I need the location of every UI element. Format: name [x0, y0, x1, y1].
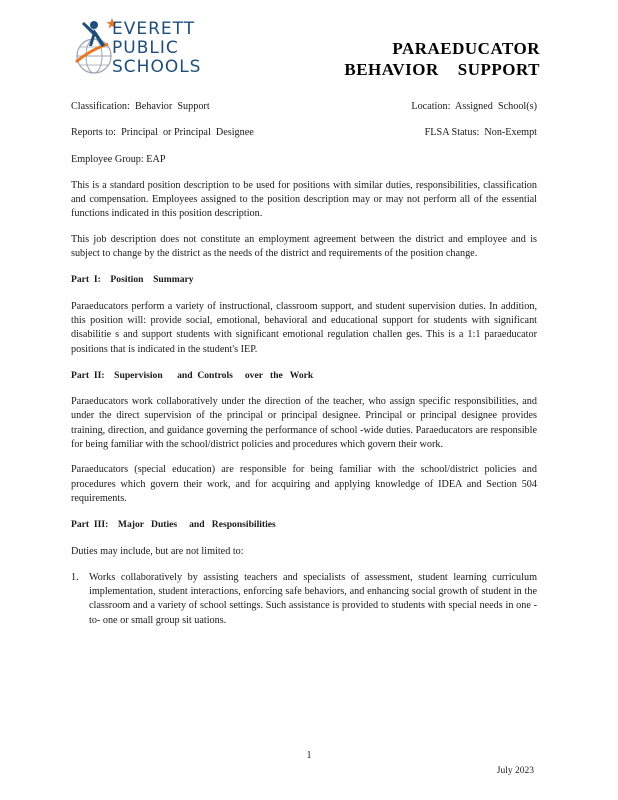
list-item — [71, 571, 537, 628]
logo-line-1: EVERETT — [112, 19, 196, 39]
part-1-body: Paraeducators perform a variety of instructional, classroom support, and student supervision duties. In addition, this position will: provide social, emotional, behavioral and educational support for students with significant disabilitie s and support students with significant emotional regulation challen ges. This is a 1:1 paraeducator positions that is indicated in the student's IEP. — [71, 300, 537, 355]
part-1-heading: Part I: Position Summary — [71, 274, 194, 286]
page-number: 1 — [306, 750, 312, 761]
intro-paragraph-2: This job description does not constitute an employment agreement between the district and employee and is subject to change by the district as the needs of the district and requirements of the position change. — [71, 233, 537, 260]
intro-paragraph-1: This is a standard position description to be used for positions with similar duties, responsibilities, classification and compensation. Employees assigned to the position description may or may not perform all of the essential functions indicated in this position description. — [71, 179, 537, 220]
footer-date: July 2023 — [496, 766, 534, 776]
logo-line-2: PUBLIC — [112, 38, 179, 58]
part-2-paragraph-2: Paraeducators (special education) are responsible for being familiar with the school/district policies and procedures which govern their work, and for acquiring and applying knowledge of IDEA and Section 504 requirements. — [71, 464, 537, 504]
meta-row-2 — [71, 126, 537, 140]
logo-line-3: SCHOOLS — [112, 57, 202, 77]
location-text: Location: Assigned School(s) — [411, 101, 537, 112]
reports-to-text: Reports to: Principal or Principal Designee — [71, 127, 254, 139]
logo-wordmark — [112, 20, 201, 77]
part-2-heading: Part II: Supervision and Controls over the Work — [71, 369, 314, 381]
classification-text: Classification: Behavior Support — [71, 101, 210, 112]
list-item-number: 1. — [71, 571, 79, 583]
duties-list — [71, 571, 537, 628]
part-2-paragraph-1: Paraeducators work collaboratively under the direction of the teacher, who assign specific responsibilities, and under the direct supervision of the principal or principal designee. Principal or principal designee provides training, direction, and guidance governing the performance of school -wide duties. Paraeducators are responsible for being familiar with the school/district policies and procedures which govern their work. — [71, 396, 537, 451]
title-line-2: BEHAVIOR SUPPORT — [344, 60, 540, 79]
title-line-1: PARAEDUCATOR — [392, 39, 540, 58]
list-item-text: Works collaboratively by assisting teachers and specialists of assessment, student learning curriculum implementation, student interactions, enforcing safe behaviors, and enhancing social growth of student in the classroom and a variety of school settings. Such assistance is provided to students with special needs in one - to- one or small group sit uations. — [89, 571, 537, 626]
flsa-status-text: FLSA Status: Non-Exempt — [424, 127, 537, 139]
meta-row-1 — [71, 100, 537, 114]
page-title — [344, 38, 540, 80]
part-3-intro: Duties may include, but are not limited to: — [71, 545, 244, 557]
employee-group-text: Employee Group: EAP — [71, 153, 166, 165]
district-logo — [72, 10, 242, 82]
document-body — [71, 100, 537, 628]
part-3-heading: Part III: Major Duties and Responsibilities — [71, 519, 276, 531]
